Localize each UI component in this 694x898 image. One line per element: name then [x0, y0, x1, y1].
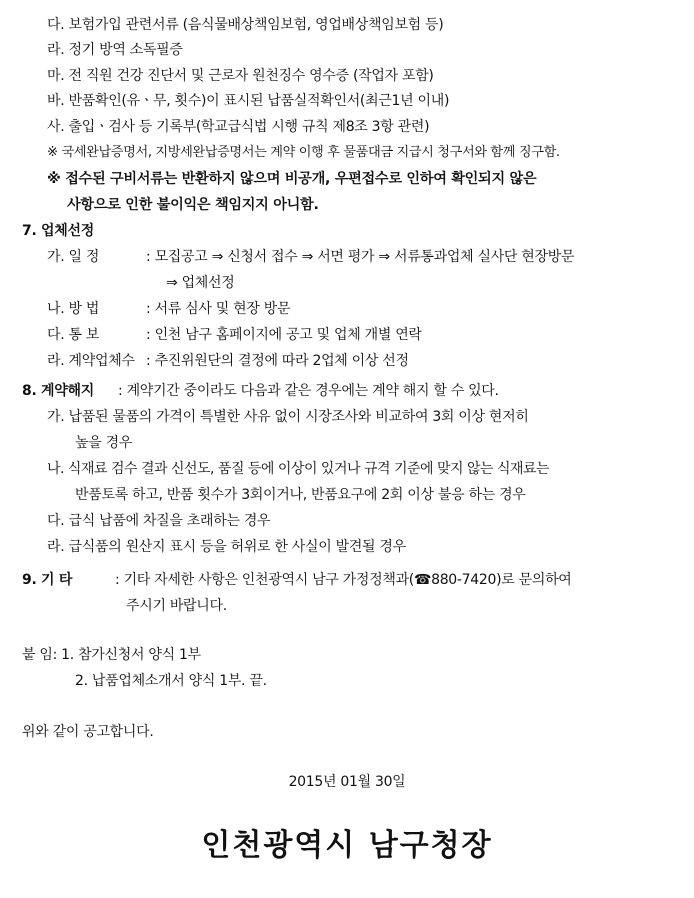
selection-method-label: 나. 방 법: [47, 301, 100, 317]
closing-statement: 위와 같이 공고합니다.: [22, 724, 154, 740]
termination-item: 가. 납품된 물품의 가격이 특별한 사유 없이 시장조사와 비교하여 3회 이상 현저히: [47, 409, 529, 425]
required-doc-item: 다. 보험가입 관련서류 (음식물배상책임보험, 영업배상책임보험 등): [47, 17, 444, 33]
required-doc-item: 사. 출입ㆍ검사 등 기록부(학교급식법 시행 규칙 제8조 3항 관련): [47, 119, 430, 135]
selection-schedule-text: : 모집공고 ⇒ 신청서 접수 ⇒ 서면 평가 ⇒ 서류통과업체 실사단 현장방문: [146, 249, 575, 265]
section-8-heading: 8. 계약해지: [22, 383, 94, 399]
required-doc-item: 바. 반품확인(유ㆍ무, 횟수)이 표시된 납품실적확인서(최근1년 이내): [47, 93, 450, 109]
required-doc-item: 마. 전 직원 건강 진단서 및 근로자 원천징수 영수증 (작업자 포함): [47, 68, 434, 84]
selection-schedule-label: 가. 일 정: [47, 249, 100, 265]
tax-certificate-note: ※ 국세완납증명서, 지방세완납증명서는 계약 이행 후 물품대금 지급시 청구서와 함께 징구함.: [47, 145, 560, 160]
termination-item: 나. 식재료 검수 결과 신선도, 품질 등에 이상이 있거나 규격 기준에 맞지 않는 식재료는: [47, 461, 550, 477]
attachment-item-2: 2. 납품업체소개서 양식 1부. 끝.: [75, 673, 267, 689]
termination-item-cont: 반품토록 하고, 반품 횟수가 3회이거나, 반품요구에 2회 이상 불응 하는 경우: [75, 487, 526, 503]
termination-item: 다. 급식 납품에 차질을 초래하는 경우: [47, 513, 271, 529]
inquiry-text: : 기타 자세한 사항은 인천광역시 남구 가정정책과(☎880-7420)로 문의하여: [115, 572, 572, 588]
document-return-notice-cont: 사항으로 인한 불이익은 책임지지 아니함.: [67, 197, 319, 213]
termination-item: 라. 급식품의 원산지 표시 등을 허위로 한 사실이 발견될 경우: [47, 539, 406, 555]
contract-count-text: : 추진위원단의 결정에 따라 2업체 이상 선정: [146, 353, 409, 369]
selection-notice-text: : 인천 남구 홈페이지에 공고 및 업체 개별 연락: [146, 327, 422, 343]
termination-item-cont: 높을 경우: [75, 435, 133, 451]
issuer-signature: 인천광역시 남구청장: [201, 828, 493, 863]
document-return-notice: ※ 접수된 구비서류는 반환하지 않으며 비공개, 우편접수로 인하여 확인되지 않은: [47, 171, 537, 187]
attachment-item-1: 붙 임: 1. 참가신청서 양식 1부: [22, 647, 201, 663]
inquiry-text-cont: 주시기 바랍니다.: [126, 598, 227, 614]
section-9-heading: 9. 기 타: [22, 572, 73, 588]
section-7-heading: 7. 업체선정: [22, 223, 94, 239]
selection-notice-label: 다. 통 보: [47, 327, 100, 343]
notice-date: 2015년 01월 30일: [288, 774, 406, 790]
required-doc-item: 라. 정기 방역 소독필증: [47, 42, 183, 58]
selection-schedule-cont: ⇒ 업체선정: [166, 275, 235, 291]
termination-intro: : 계약기간 중이라도 다음과 같은 경우에는 계약 해지 할 수 있다.: [118, 383, 499, 399]
contract-count-label: 라. 계약업체수: [47, 353, 135, 369]
selection-method-text: : 서류 심사 및 현장 방문: [146, 301, 291, 317]
